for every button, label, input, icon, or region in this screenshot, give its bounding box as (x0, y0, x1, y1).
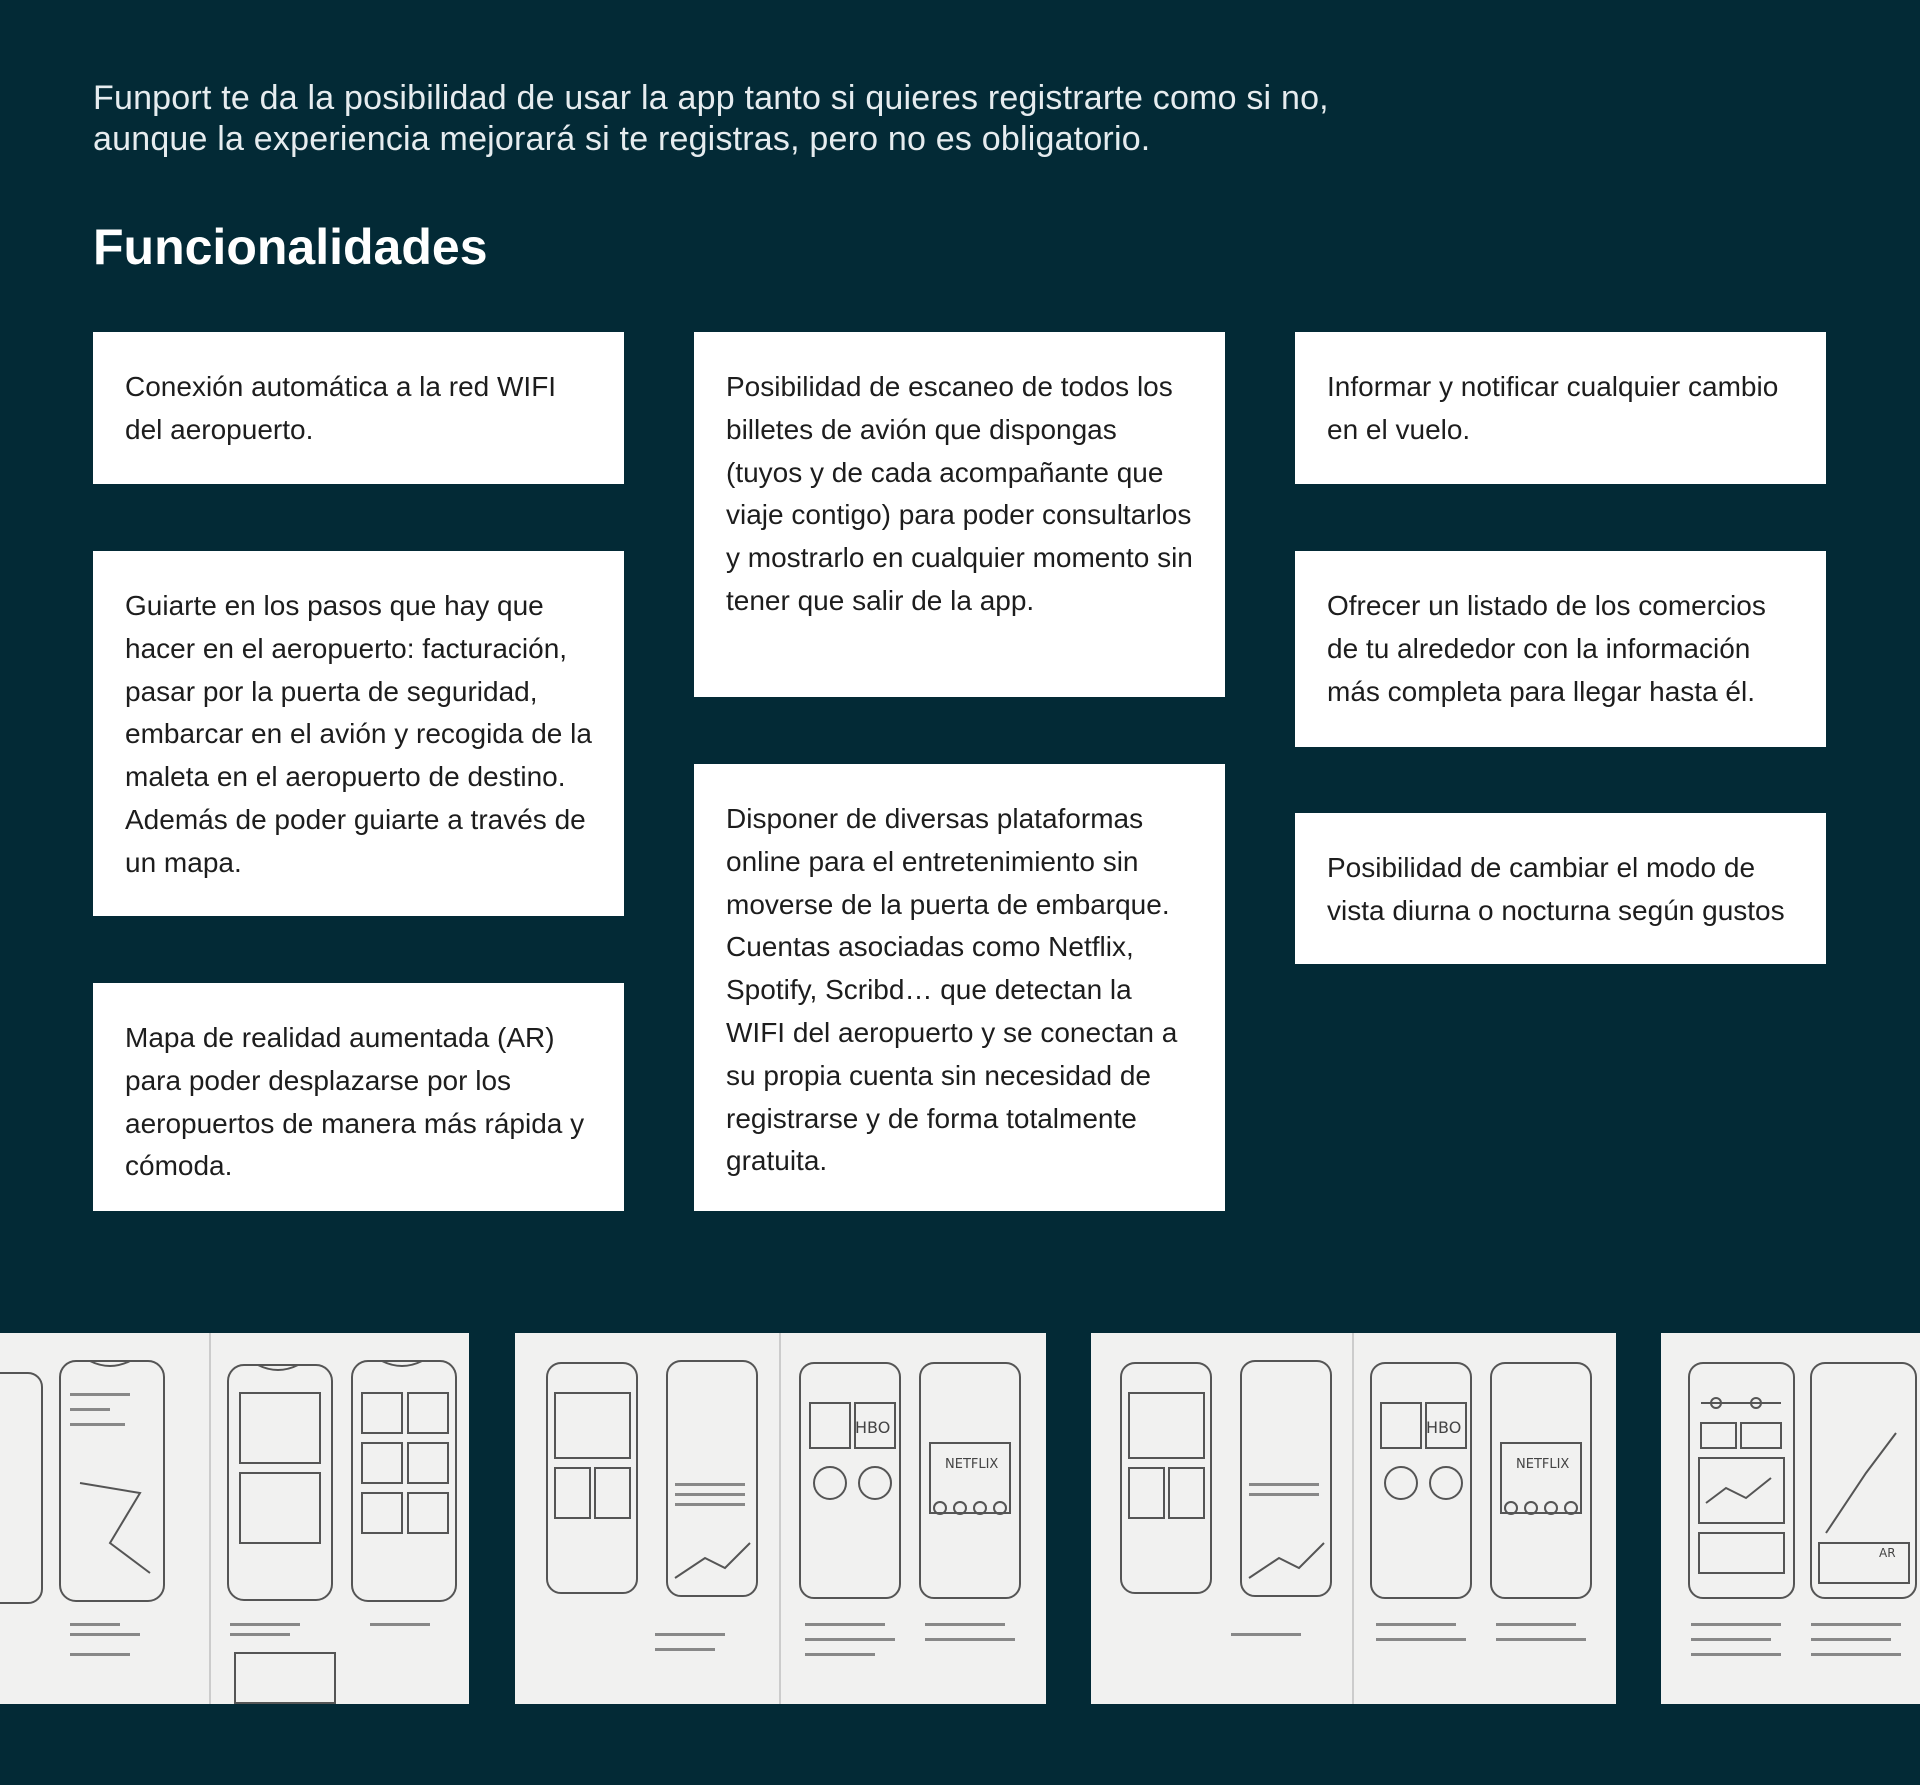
sketch-label-ar: AR (1879, 1546, 1896, 1560)
feature-text: Informar y notificar cualquier cambio en el vuelo. (1327, 371, 1779, 445)
feature-card-shops (1295, 551, 1826, 747)
feature-text: Conexión automática a la red WIFI del aeropuerto. (125, 371, 557, 445)
wireframe-sketch-4 (1661, 1333, 1920, 1704)
feature-text: Posibilidad de cambiar el modo de vista diurna o nocturna según gustos (1327, 852, 1785, 926)
feature-card-entertainment (694, 764, 1225, 1211)
feature-card-guide (93, 551, 624, 916)
feature-card-wifi (93, 332, 624, 484)
sketch-label-hbo: HBO (1426, 1418, 1462, 1437)
feature-text: Ofrecer un listado de los comercios de tu alrededor con la información más completa para llegar hasta él. (1327, 590, 1766, 707)
wireframe-sketch-1 (0, 1333, 469, 1704)
sketch-label-netflix: NETFLIX (1516, 1457, 1570, 1472)
feature-card-ar-map (93, 983, 624, 1211)
feature-text: Mapa de realidad aumentada (AR) para poder desplazarse por los aeropuertos de manera más rápida y cómoda. (125, 1022, 585, 1182)
feature-card-view-mode (1295, 813, 1826, 964)
wireframe-sketch-2 (515, 1333, 1046, 1704)
feature-card-ticket-scan (694, 332, 1225, 697)
wireframe-sketch-3 (1091, 1333, 1616, 1704)
feature-text: Posibilidad de escaneo de todos los billetes de avión que dispongas (tuyos y de cada acompañante que viaje contigo) para poder consultarlos y mostrarlo en cualquier momento sin tener que salir de la app. (726, 371, 1193, 616)
feature-text: Disponer de diversas plataformas online para el entretenimiento sin moverse de la puerta de embarque. Cuentas asociadas como Netflix, Spotify, Scribd… que detectan la WIFI del aeropuerto y se conectan a su propia cuenta sin necesidad de registrarse y de forma totalmente gratuita. (726, 803, 1178, 1177)
intro-text: Funport te da la posibilidad de usar la app tanto si quieres registrarte como si no, aunque la experiencia mejorará si te registras, pero no es obligatorio. (93, 79, 1329, 158)
sketch-label-netflix: NETFLIX (945, 1457, 999, 1472)
section-title: Funcionalidades (93, 219, 488, 275)
feature-text: Guiarte en los pasos que hay que hacer en el aeropuerto: facturación, pasar por la puerta de seguridad, embarcar en el avión y recogida de la maleta en el aeropuerto de destino. Además de poder guiarte a través de un mapa. (125, 590, 592, 878)
sketch-label-hbo: HBO (855, 1418, 891, 1437)
feature-card-flight-notify (1295, 332, 1826, 484)
